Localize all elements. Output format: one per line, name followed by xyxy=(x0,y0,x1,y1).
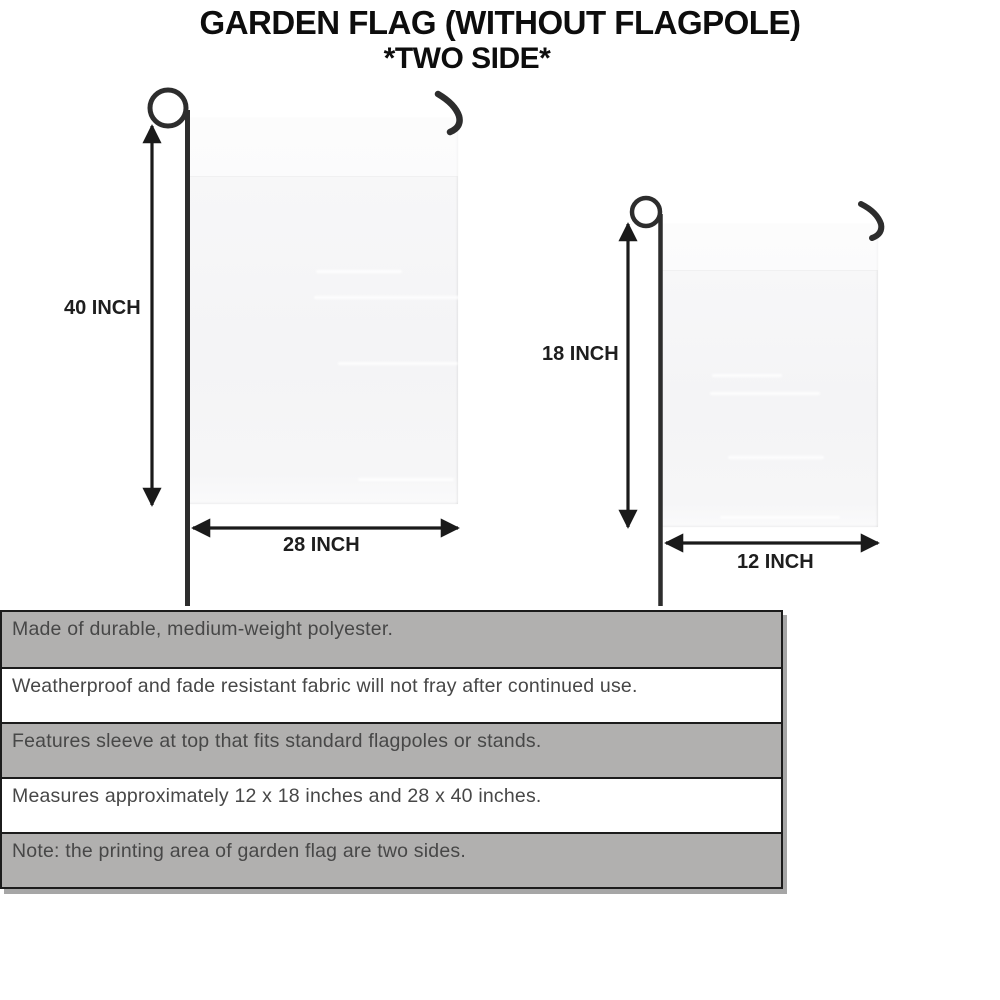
dimension-label-large-width: 28 INCH xyxy=(283,534,360,556)
flagpole-hook-small-icon xyxy=(861,204,881,238)
spec-text: Measures approximately 12 x 18 inches and 28 x 40 inches. xyxy=(12,785,542,807)
spec-text: Weatherproof and fade resistant fabric will not fray after continued use. xyxy=(12,675,638,697)
spec-text: Made of durable, medium-weight polyester. xyxy=(12,618,394,640)
dimension-label-small-width: 12 INCH xyxy=(737,551,814,573)
title-line1: GARDEN FLAG (WITHOUT FLAGPOLE) xyxy=(199,4,801,41)
flagpole-loop-large-icon xyxy=(150,90,186,126)
dimension-label-large-height: 40 INCH xyxy=(64,297,141,319)
spec-table xyxy=(0,610,783,889)
spec-row-sleeve xyxy=(2,722,781,777)
spec-row-material xyxy=(2,612,781,667)
spec-row-weatherproof xyxy=(2,667,781,722)
title-line2: *TWO SIDE* xyxy=(383,42,551,75)
dimension-label-small-height: 18 INCH xyxy=(542,343,619,365)
spec-row-measures xyxy=(2,777,781,832)
flagpole-loop-small-icon xyxy=(632,198,660,226)
spec-text: Note: the printing area of garden flag are two sides. xyxy=(12,840,466,862)
spec-row-note xyxy=(2,832,781,887)
spec-text: Features sleeve at top that fits standard flagpoles or stands. xyxy=(12,730,542,752)
flagpole-hook-large-icon xyxy=(438,94,460,132)
